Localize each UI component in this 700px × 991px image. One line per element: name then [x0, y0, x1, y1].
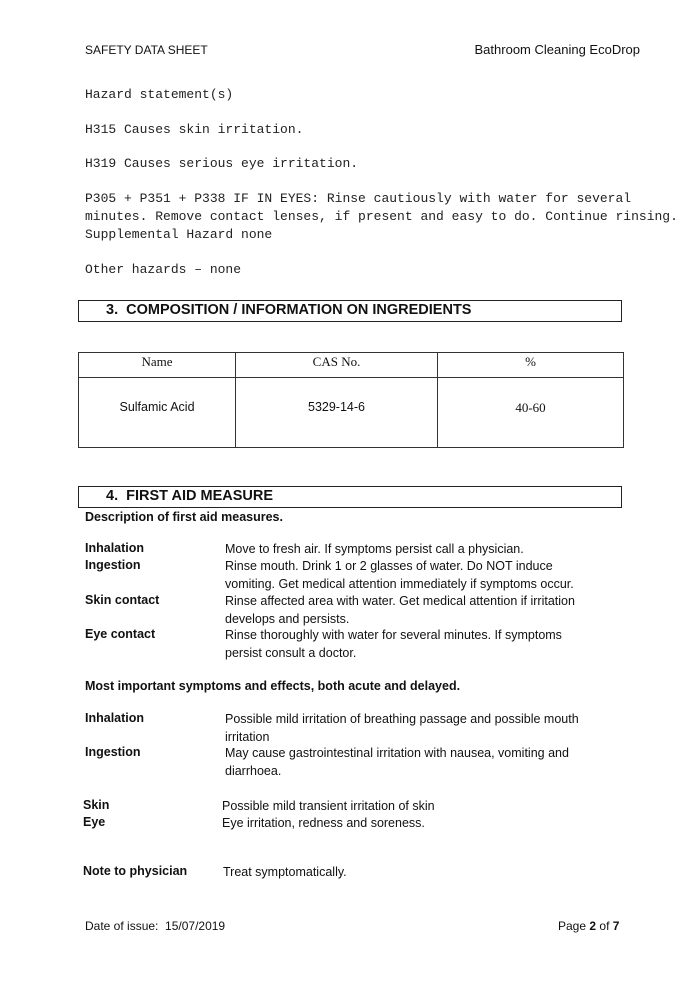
section-3-header: [78, 300, 622, 322]
measure-line: Rinse affected area with water. Get medical attention if irritation: [225, 594, 575, 608]
measure-text-skin-contact: [225, 593, 610, 628]
precaution-line-1: P305 + P351 + P338 IF IN EYES: Rinse cautiously with water for several: [85, 191, 632, 206]
symptom-line: irritation: [225, 729, 270, 744]
measure-line: Move to fresh air. If symptoms persist call a physician.: [225, 542, 524, 556]
symptom-label-eye: Eye: [83, 815, 106, 829]
measure-line: Rinse mouth. Drink 1 or 2 glasses of water. Do NOT induce: [225, 559, 553, 573]
cell-percent: 40-60: [438, 378, 624, 448]
column-header-name: Name: [79, 353, 236, 378]
page-of: of: [599, 919, 610, 933]
footer-date: [85, 919, 225, 933]
section-4-title: FIRST AID MEASURE: [126, 488, 274, 504]
table-header-row: [79, 353, 624, 378]
hazard-h315: H315 Causes skin irritation.: [85, 122, 304, 137]
footer-date-label: Date of issue:: [85, 919, 159, 933]
hazard-h319: H319 Causes serious eye irritation.: [85, 156, 359, 171]
composition-table: [78, 352, 624, 448]
measure-line: develops and persists.: [225, 611, 350, 626]
hazard-title: Hazard statement(s): [85, 87, 234, 102]
header-product-name: Bathroom Cleaning EcoDrop: [474, 42, 640, 57]
measure-label-ingestion: Ingestion: [85, 558, 141, 572]
cell-cas: 5329-14-6: [236, 378, 438, 448]
symptoms-title: Most important symptoms and effects, both acute and delayed.: [85, 679, 461, 693]
symptom-line: Possible mild irritation of breathing passage and possible mouth: [225, 712, 579, 726]
page-current: 2: [589, 919, 597, 933]
symptom-label-inhalation: Inhalation: [85, 711, 145, 725]
column-header-cas: CAS No.: [236, 353, 438, 378]
symptom-text-eye: [222, 815, 607, 833]
measure-line: persist consult a doctor.: [225, 645, 357, 660]
measure-label-eye-contact: Eye contact: [85, 627, 156, 641]
symptom-line: Possible mild transient irritation of skin: [222, 799, 435, 813]
symptom-line: Eye irritation, redness and soreness.: [222, 816, 425, 830]
measure-line: vomiting. Get medical attention immediately if symptoms occur.: [225, 576, 574, 591]
symptom-text-ingestion: [225, 745, 610, 780]
footer-page-number: [558, 919, 619, 933]
page-word: Page: [558, 919, 587, 933]
measure-text-inhalation: [225, 541, 610, 559]
measure-label-inhalation: Inhalation: [85, 541, 145, 555]
measure-text-eye-contact: [225, 627, 610, 662]
symptom-label-ingestion: Ingestion: [85, 745, 141, 759]
symptom-text-skin: [222, 798, 607, 816]
section-4-number: 4.: [106, 488, 119, 504]
symptom-label-skin: Skin: [83, 798, 110, 812]
footer-date-value: 15/07/2019: [165, 919, 226, 933]
other-hazards: Other hazards – none: [85, 262, 242, 277]
measure-label-skin-contact: Skin contact: [85, 593, 160, 607]
precaution-line-2: minutes. Remove contact lenses, if present and easy to do. Continue rinsing.: [85, 209, 678, 224]
symptom-text-inhalation: [225, 711, 610, 746]
symptom-line: May cause gastrointestinal irritation with nausea, vomiting and: [225, 746, 569, 760]
supplemental-hazard: Supplemental Hazard none: [85, 227, 273, 242]
section-3-title: COMPOSITION / INFORMATION ON INGREDIENTS: [126, 302, 472, 318]
table-row: [79, 378, 624, 448]
column-header-percent: %: [438, 353, 624, 378]
symptom-line: diarrhoea.: [225, 763, 282, 778]
measure-text-ingestion: [225, 558, 610, 593]
measure-line: Rinse thoroughly with water for several minutes. If symptoms: [225, 628, 562, 642]
page-total: 7: [612, 919, 620, 933]
section-4-header: [78, 486, 622, 508]
note-to-physician-text: Treat symptomatically.: [223, 865, 347, 879]
header-doc-type: SAFETY DATA SHEET: [85, 43, 208, 57]
note-to-physician-label: Note to physician: [83, 864, 188, 878]
section-3-number: 3.: [106, 302, 119, 318]
cell-name: Sulfamic Acid: [79, 378, 236, 448]
first-aid-subtitle: Description of first aid measures.: [85, 510, 283, 524]
